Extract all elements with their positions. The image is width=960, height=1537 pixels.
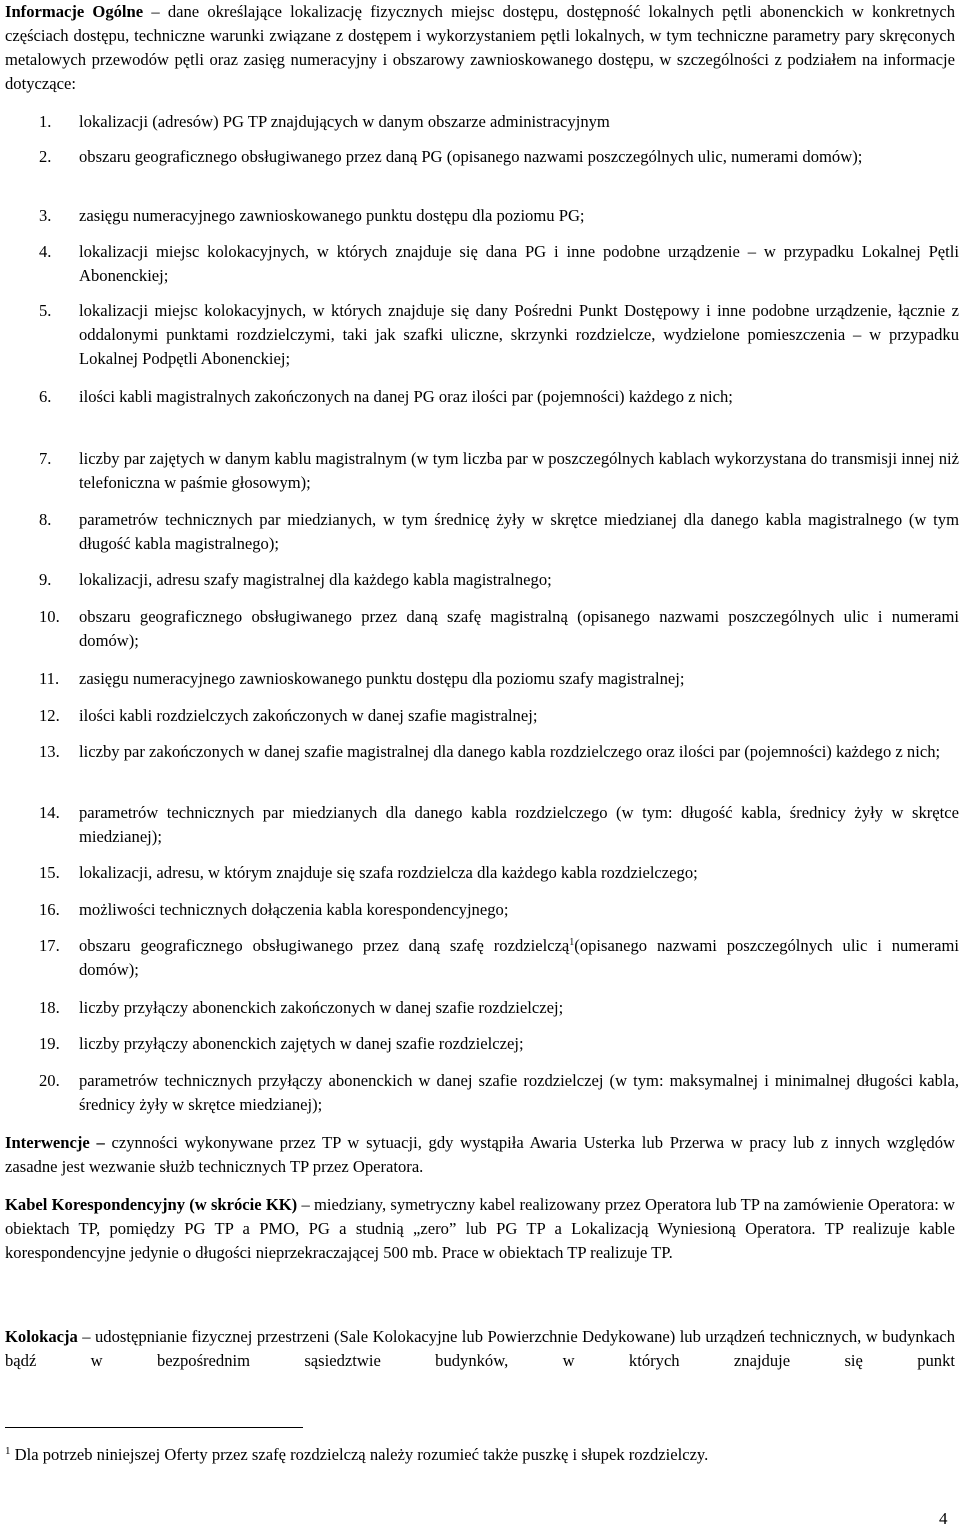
list-item-text: liczby przyłączy abonenckich zajętych w danej szafie rozdzielczej; <box>79 1034 524 1053</box>
list-item-text: liczby par zakończonych w danej szafie magistralnej dla danego kabla rozdzielczego oraz ilości par (pojemności) każdego z nich; <box>79 742 941 761</box>
list-item-text-part: (opisanego nazwami poszczególnych ulic i numerami domów); <box>79 936 959 979</box>
list-item-number: 7. <box>39 449 52 468</box>
list-item-text: zasięgu numeracyjnego zawnioskowanego punktu dostępu dla poziomu szafy magistralnej; <box>79 669 685 688</box>
footnote-divider <box>5 1427 303 1428</box>
interwencje-term: Interwencje – <box>5 1133 105 1152</box>
list-item-number: 19. <box>39 1034 60 1053</box>
list-item-text: lokalizacji (adresów) PG TP znajdujących w danym obszarze administracyjnym <box>79 112 610 131</box>
intro-text: dane określające lokalizację fizycznych miejsc dostępu, dostępność lokalnych pętli abonenckich w konkretnych częściach dostępu, techniczne warunki związane z dostępem i wykorzystaniem pętli lokalnych, w tym techniczne parametry pary skręconych metalowych przewodów pętli oraz zasięg numeracyjny i obszarowy zawnioskowanego dostępu, w szczególności z podziałem na informacje dotyczące: <box>5 2 956 93</box>
list-item-number: 4. <box>39 242 52 261</box>
list-item-text: możliwości technicznych dołączenia kabla korespondencyjnego; <box>79 900 509 919</box>
list-item-number: 9. <box>39 570 52 589</box>
kolokacja-paragraph <box>5 1325 955 1373</box>
list-item-text: lokalizacji, adresu, w którym znajduje się szafa rozdzielcza dla każdego kabla rozdzielczego; <box>79 863 698 882</box>
kolokacja-text: – udostępnianie fizycznej przestrzeni (Sale Kolokacyjne lub Powierzchnie Dedykowane) lub urządzeń technicznych, w budynkach bądź w bezpośrednim sąsiedztwie budynków, w których znajduje się punkt <box>5 1327 955 1370</box>
list-item-text: ilości kabli rozdzielczych zakończonych w danej szafie magistralnej; <box>79 706 538 725</box>
list-item-text: lokalizacji miejsc kolokacyjnych, w których znajduje się dana PG i inne podobne urządzenie – w przypadku Lokalnej Pętli Abonenckiej; <box>79 242 959 285</box>
list-item-number: 12. <box>39 706 60 725</box>
list-item-text: parametrów technicznych przyłączy abonenckich w danej szafie rozdzielczej (w tym: maksymalnej i minimalnej długości kabla, średnicy żyły w skrętce miedzianej); <box>79 1071 959 1114</box>
list-item-number: 5. <box>39 301 52 320</box>
list-item-text: parametrów technicznych par miedzianych, w tym średnicę żyły w skrętce miedzianej dla danego kabla magistralnego (w tym długość kabla magistralnego); <box>79 510 959 553</box>
list-item-number: 17. <box>39 936 60 955</box>
list-item-text: obszaru geograficznego obsługiwanego przez daną szafę magistralną (opisanego nazwami poszczególnych ulic i numerami domów); <box>79 607 959 650</box>
list-item-text <box>79 934 959 982</box>
list-item-number: 10. <box>39 607 60 626</box>
list-item-text: liczby par zajętych w danym kablu magistralnym (w tym liczba par w poszczególnych kablach wykorzystana do transmisji innej niż telefoniczna w paśmie głosowym); <box>79 449 959 492</box>
intro-dash: – <box>143 2 168 21</box>
footnote-text: Dla potrzeb niniejszej Oferty przez szafę rozdzielczą należy rozumieć także puszkę i słupek rozdzielczy. <box>10 1445 709 1464</box>
list-item-number: 13. <box>39 742 60 761</box>
intro-paragraph <box>5 0 955 96</box>
list-item-number: 20. <box>39 1071 60 1090</box>
list-item-text: parametrów technicznych par miedzianych dla danego kabla rozdzielczego (w tym: długość kabla, średnicy żyły w skrętce miedzianej); <box>79 803 959 846</box>
list-item-number: 6. <box>39 387 52 406</box>
list-item-number: 14. <box>39 803 60 822</box>
interwencje-text: czynności wykonywane przez TP w sytuacji, gdy wystąpiła Awaria Usterka lub Przerwa w pracy lub z innych względów zasadne jest wezwanie służb technicznych TP przez Operatora. <box>5 1133 955 1176</box>
kolokacja-term: Kolokacja <box>5 1327 78 1346</box>
list-item-number: 11. <box>39 669 60 688</box>
list-item-number: 8. <box>39 510 52 529</box>
footnote-mark: 1 <box>5 1445 11 1457</box>
kabel-paragraph <box>5 1193 955 1265</box>
list-item-number: 15. <box>39 863 60 882</box>
interwencje-paragraph <box>5 1131 955 1179</box>
kabel-text: – miedziany, symetryczny kabel realizowany przez Operatora lub TP na zamówienie Operatora: w obiektach TP, pomiędzy PG TP a PMO, PG a studnią „zero” lub PG TP a Lokalizacją Wyniesioną Operatora. TP realizuje kable korespondencyjne jedynie o długości nieprzekraczającej 500 mb. Prace w obiektach TP realizuje TP. <box>5 1195 956 1262</box>
list-item-number: 16. <box>39 900 60 919</box>
kabel-term: Kabel Korespondencyjny (w skrócie KK) <box>5 1195 298 1214</box>
list-item-number: 18. <box>39 998 60 1017</box>
list-item-text-part: obszaru geograficznego obsługiwanego przez daną szafę rozdzielczą <box>79 936 570 955</box>
page-number: 4 <box>939 1509 948 1528</box>
footnote-reference[interactable]: 1 <box>569 937 575 948</box>
list-item-text: lokalizacji, adresu szafy magistralnej dla każdego kabla magistralnego; <box>79 570 552 589</box>
intro-term: Informacje Ogólne <box>5 2 144 21</box>
list-item-text: obszaru geograficznego obsługiwanego przez daną PG (opisanego nazwami poszczególnych ulic, numerami domów); <box>79 147 863 166</box>
list-item-number: 2. <box>39 147 52 166</box>
list-item-number: 3. <box>39 206 52 225</box>
list-item-text: liczby przyłączy abonenckich zakończonych w danej szafie rozdzielczej; <box>79 998 564 1017</box>
footnote <box>5 1443 955 1467</box>
list-item-text: ilości kabli magistralnych zakończonych na danej PG oraz ilości par (pojemności) każdego z nich; <box>79 387 733 406</box>
list-item-text: zasięgu numeracyjnego zawnioskowanego punktu dostępu dla poziomu PG; <box>79 206 585 225</box>
list-item-number: 1. <box>39 112 52 131</box>
list-item-text: lokalizacji miejsc kolokacyjnych, w których znajduje się dany Pośredni Punkt Dostępowy i inne podobne urządzenie, łącznie z oddalonymi punktami rozdzielczymi, taki jak szafki uliczne, skrzynki rozdzielcze, wydzielone pomieszczenia – w przypadku Lokalnej Podpętli Abonenckiej; <box>79 301 959 368</box>
